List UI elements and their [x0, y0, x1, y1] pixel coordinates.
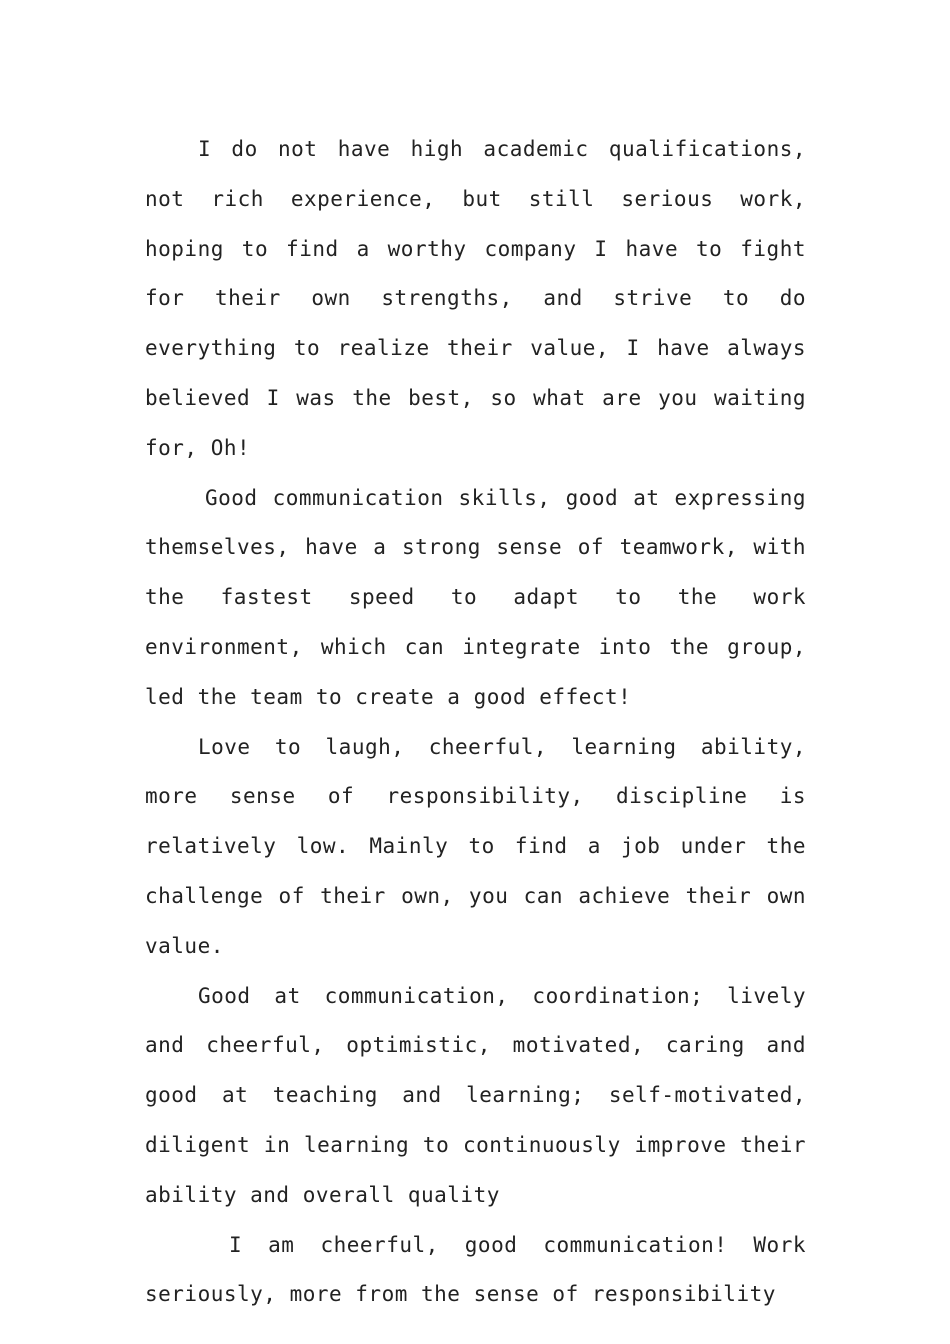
- paragraph-5: I am cheerful, good communication! Work seriously, more from the sense of responsibility: [145, 1232, 806, 1307]
- paragraph-3: Love to laugh, cheerful, learning ability, more sense of responsibility, discipline is relatively low. Mainly to find a job under the challenge of their own, you can achieve their own value.: [145, 734, 806, 958]
- document-body: [145, 125, 806, 1320]
- paragraph-2: Good communication skills, good at expressing themselves, have a strong sense of teamwork, with the fastest speed to adapt to the work environment, which can integrate into the group, led the team to create a good effect!: [145, 485, 806, 709]
- paragraph-4: Good at communication, coordination; lively and cheerful, optimistic, motivated, caring and good at teaching and learning; self-motivated, diligent in learning to continuously improve their ability and overall quality: [145, 983, 806, 1207]
- paragraph-1: I do not have high academic qualifications, not rich experience, but still serious work, hoping to find a worthy company I have to fight for their own strengths, and strive to do everything to realize their value, I have always believed I was the best, so what are you waiting for, Oh!: [145, 137, 806, 460]
